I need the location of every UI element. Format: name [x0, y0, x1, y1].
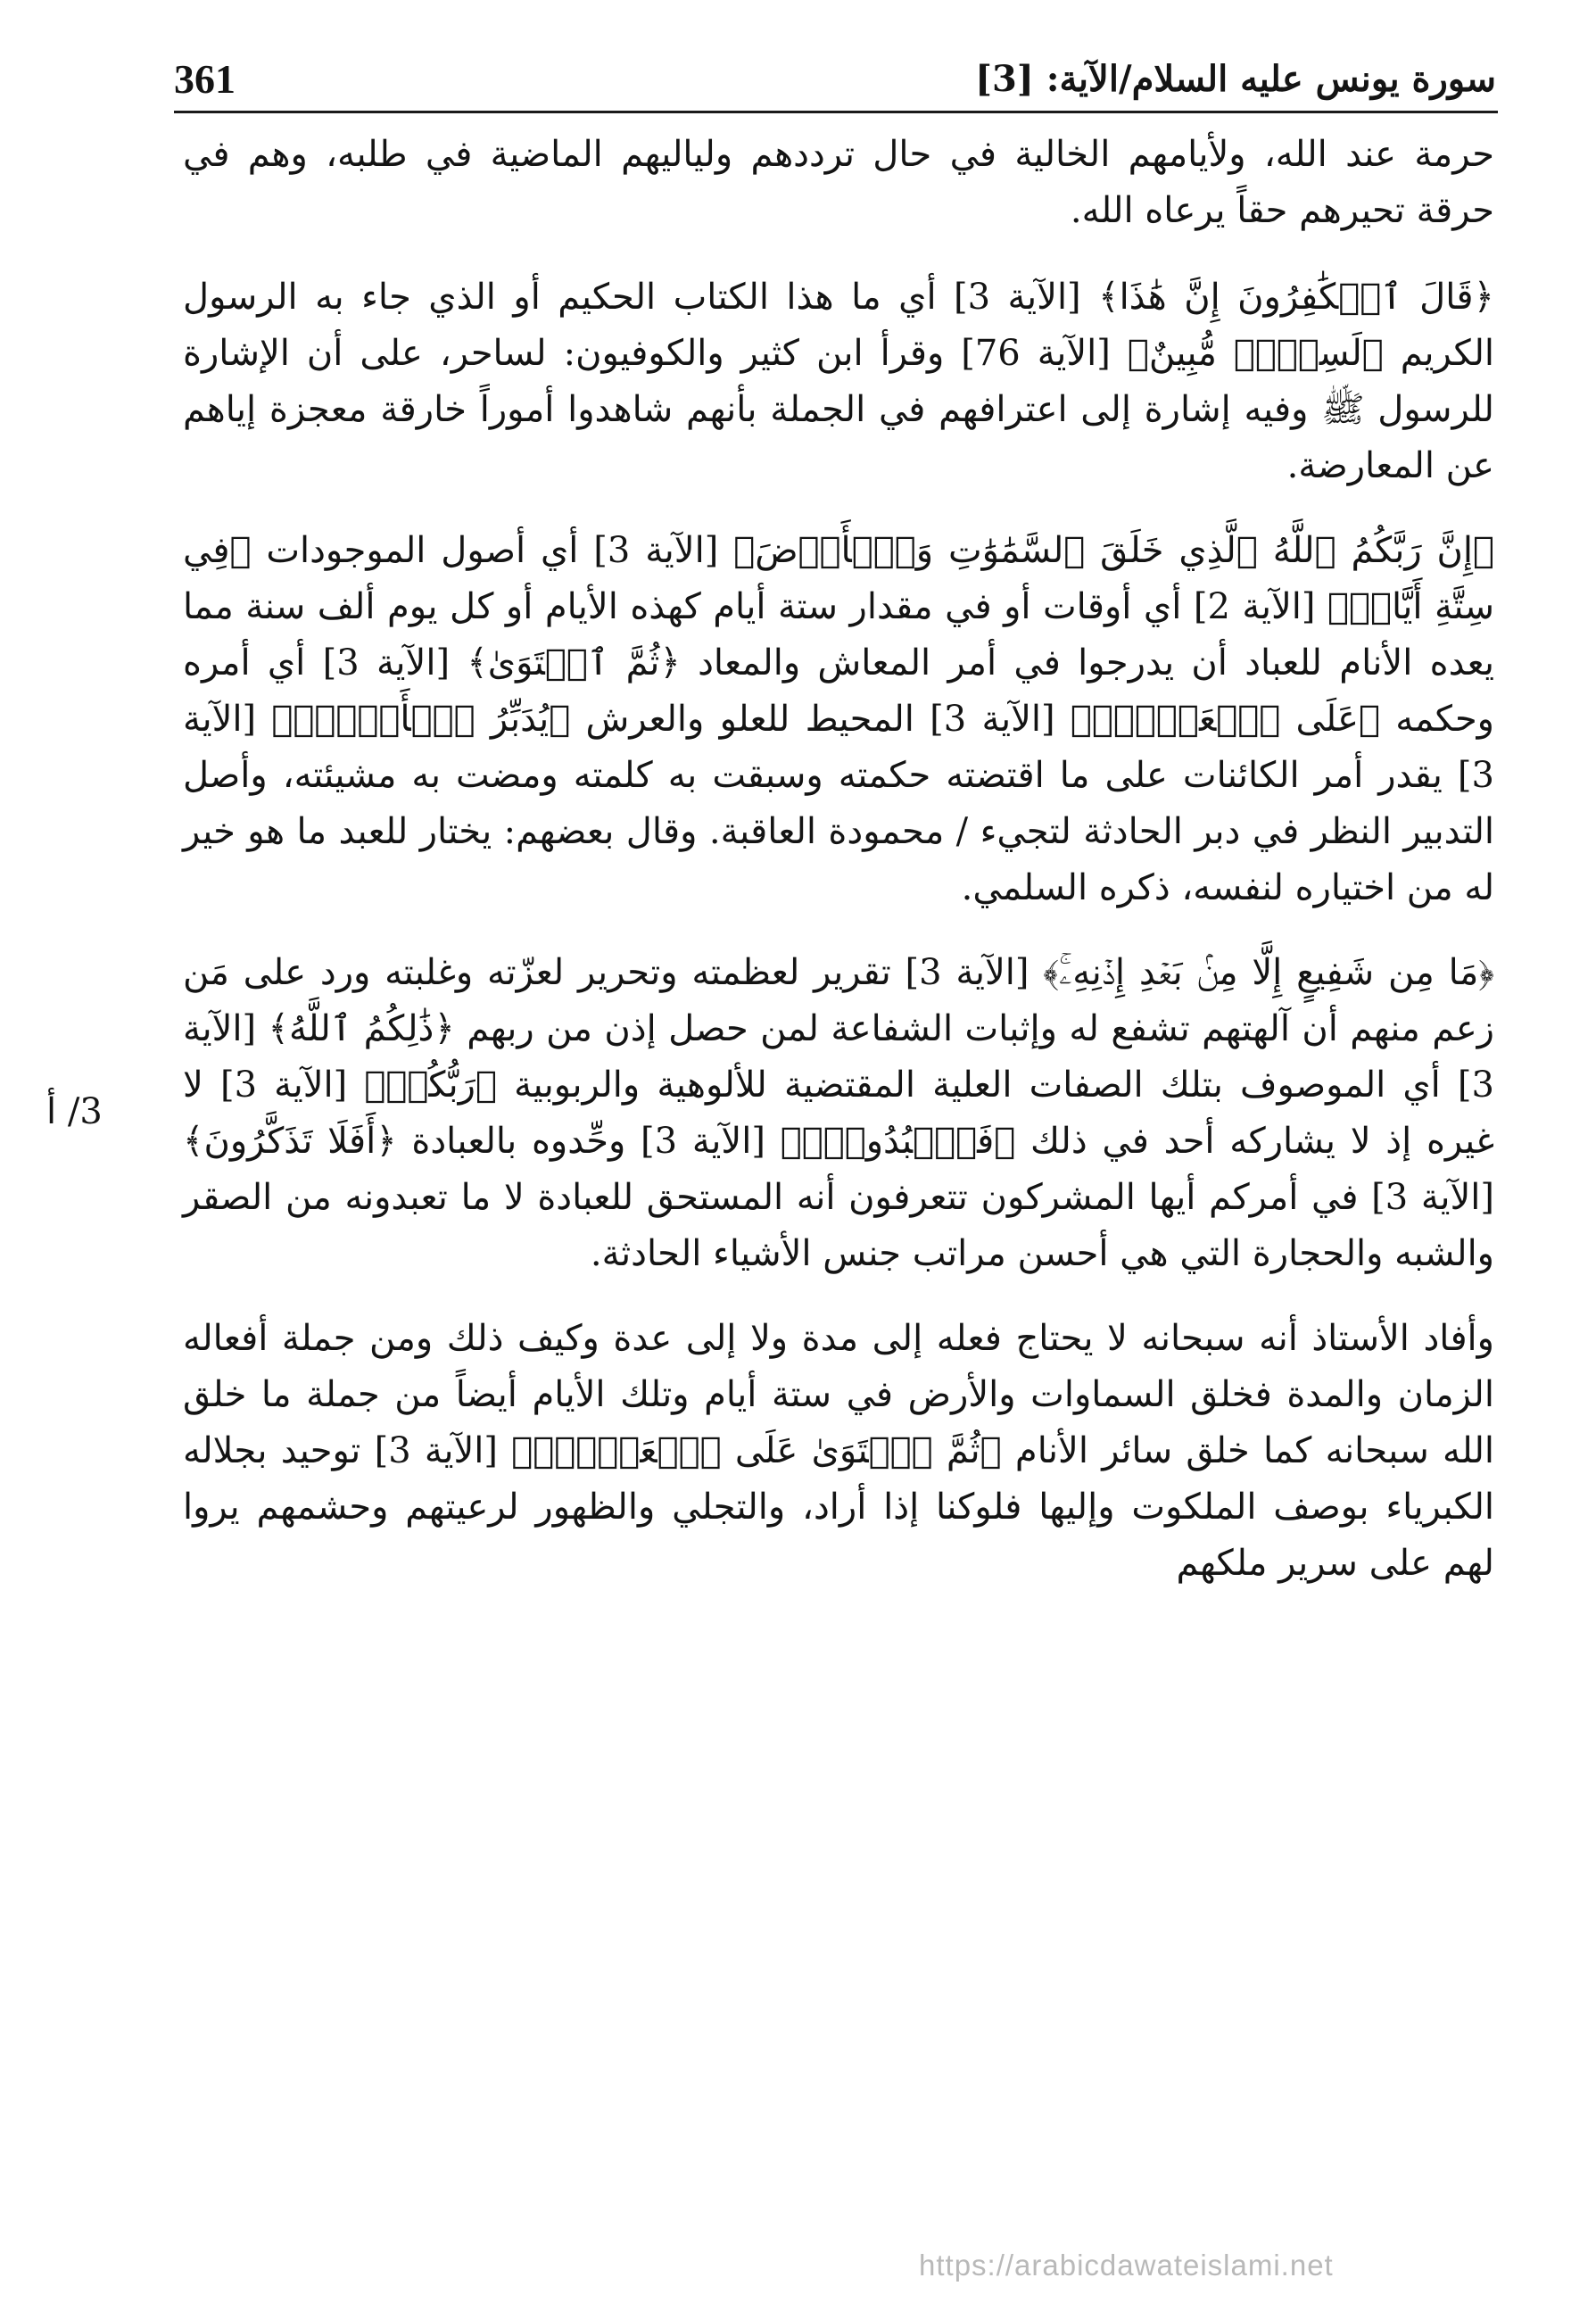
paragraph: حرمة عند الله، ولأيامهم الخالية في حال ترددهم ولياليهم الماضية في طلبه، وهم في حرقة تحيرهم حقاً يرعاه الله. [183, 134, 1494, 231]
paragraph: ﴿إِنَّ رَبَّكُمُ ٱللَّهُ ٱلَّذِي خَلَقَ ٱلسَّمَٰوَٰتِ وَٱلۡأَرۡضَ﴾ [الآية 3] أي أصول الموجودات ﴿فِي سِتَّةِ أَيَّامٖ﴾ [الآية 2] أي أوقات أو في مقدار ستة أيام كهذه الأيام أو كل يوم ألف سنة مما يعده الأنام للعباد أن يدرجوا في أمر المعاش والمعاد ﴿ثُمَّ ٱسۡتَوَىٰ﴾ [الآية 3] أي أمره وحكمه ﴿عَلَى ٱلۡعَرۡشِۖ﴾ [الآية 3] المحيط للعلو والعرش ﴿يُدَبِّرُ ٱلۡأَمۡرَۖ﴾ [الآية 3] يقدر أمر الكائنات على ما اقتضته حكمته وسبقت به كلمته ومضت به مشيئته، وأصل التدبير النظر في دبر الحادثة لتجيء / محمودة العاقبة. وقال بعضهم: يختار للعبد ما هو خير له من اختياره لنفسه، ذكره السلمي. [183, 530, 1495, 908]
watermark-url: https://arabicdawateislami.net [919, 2249, 1334, 2282]
paragraph: ﴿مَا مِن شَفِيعٍ إِلَّا مِنۢ بَعۡدِ إِذۡنِهِۦۚ﴾ [الآية 3] تقرير لعظمته وتحرير لعزّته وغلبته ورد على مَن زعم منهم أن آلهتهم تشفع له وإثبات الشفاعة لمن حصل إذن من ربهم ﴿ذَٰلِكُمُ ٱللَّهُ﴾ [الآية 3] أي الموصوف بتلك الصفات العلية المقتضية للألوهية والربوبية ﴿رَبُّكُمۡ﴾ [الآية 3] لا غيره إذ لا يشاركه أحد في ذلك ﴿فَٱعۡبُدُوهُۚ﴾ [الآية 3] وحِّدوه بالعبادة ﴿أَفَلَا تَذَكَّرُونَ﴾ [الآية 3] في أمركم أيها المشركون تتعرفون أنه المستحق للعبادة لا ما تعبدونه من الصقر والشبه والحجارة التي هي أحسن مراتب جنس الأشياء الحادثة. [183, 952, 1494, 1274]
folio-marker: 3/ أ [46, 1091, 103, 1132]
page-number: 361 [174, 56, 236, 102]
header-rule [174, 111, 1498, 113]
running-header [174, 52, 1496, 107]
paragraph: ﴿قَالَ ٱلۡكَٰفِرُونَ إِنَّ هَٰذَا﴾ [الآية 3] أي ما هذا الكتاب الحكيم أو الذي جاء به الرسول الكريم ﴿لَسِحۡرٞ مُّبِينٌ﴾ [الآية 76] وقرأ ابن كثير والكوفيون: لساحر، على أن الإشارة للرسول ﷺ وفيه إشارة إلى اعترافهم في الجملة بأنهم شاهدوا أموراً خارقة معجزة إياهم عن المعارضة. [183, 277, 1494, 486]
surah-title: سورة يونس عليه السلام/الآية: [3] [975, 58, 1496, 100]
paragraph: وأفاد الأستاذ أنه سبحانه لا يحتاج فعله إلى مدة ولا إلى عدة وكيف ذلك ومن جملة أفعاله الزمان والمدة فخلق السماوات والأرض في ستة أيام وتلك الأيام أيضاً من جملة ما خلق الله سبحانه كما خلق سائر الأنام ﴿ثُمَّ ٱسۡتَوَىٰ عَلَى ٱلۡعَرۡشِۖ﴾ [الآية 3] توحيد بجلاله الكبرياء بوصف الملكوت وإليها فلوكنا إذا أراد، والتجلي والظهور لرعيتهم وحشمهم يروا لهم على سرير ملكهم [183, 1318, 1495, 1584]
text-body [183, 127, 1494, 1620]
